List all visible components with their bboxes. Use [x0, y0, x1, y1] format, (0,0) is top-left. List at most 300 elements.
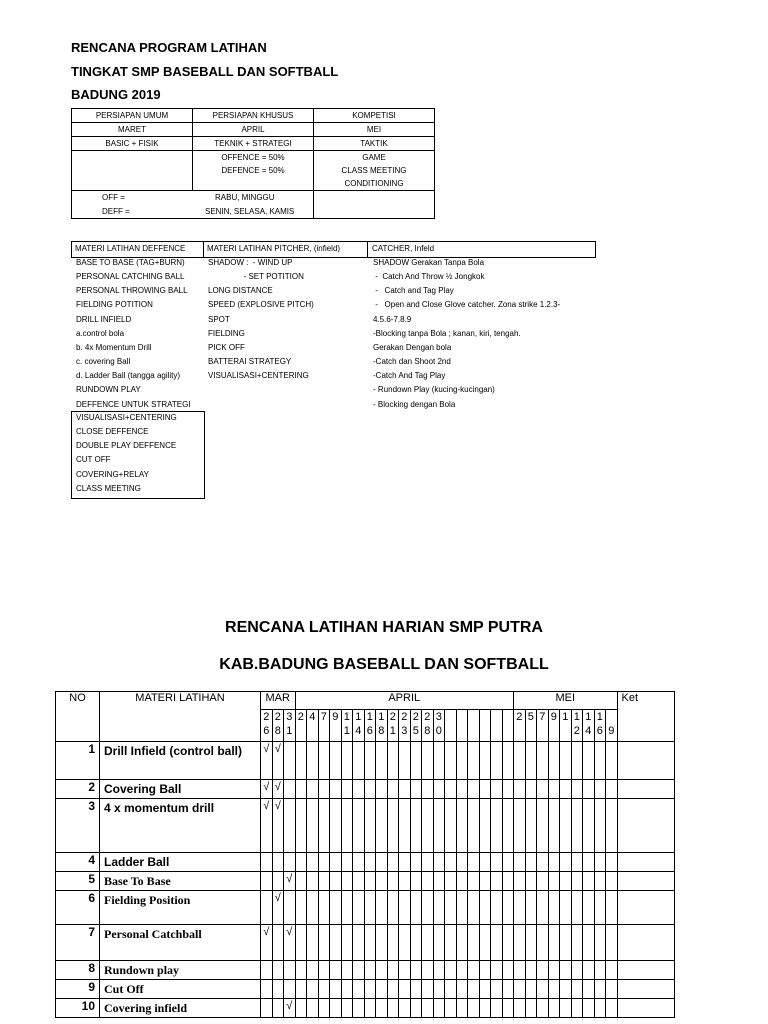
date-digit-top [457, 710, 468, 724]
row-date-cell [318, 999, 330, 1018]
row-date-cell [422, 853, 434, 872]
row-date-cell [537, 891, 549, 925]
row-date-cell [284, 925, 296, 961]
date-cell [261, 710, 273, 742]
row-date-cell [468, 980, 480, 999]
row-date-cell [491, 891, 503, 925]
row-date-cell [353, 872, 365, 891]
pitcher-item: FIELDING [208, 328, 245, 338]
row-number: 5 [56, 872, 100, 891]
doc-title-line3: BADUNG 2019 [71, 87, 161, 102]
row-date-cell [571, 961, 583, 980]
phase-col3-focus: TAKTIK [314, 137, 435, 151]
row-date-cell [410, 891, 422, 925]
row-date-cell [261, 925, 273, 961]
date-digit-top: 2 [297, 711, 304, 723]
pitcher-item: - SET POTITION [208, 272, 304, 282]
row-date-cell [502, 980, 514, 999]
row-date-cell [422, 742, 434, 780]
doc-title-line1: RENCANA PROGRAM LATIHAN [71, 40, 267, 55]
date-cell [433, 710, 445, 742]
phase-table [71, 108, 435, 219]
row-date-cell [468, 742, 480, 780]
date-digit-bottom: 3 [401, 725, 408, 737]
row-date-cell [537, 853, 549, 872]
defence-box-item: CLASS MEETING [76, 483, 141, 493]
row-date-cell [571, 980, 583, 999]
deff-label: DEFF = [102, 207, 130, 216]
defence-item: RUNDOWN PLAY [76, 385, 141, 395]
row-date-cell [307, 742, 319, 780]
row-date-cell [387, 872, 399, 891]
row-date-cell [491, 961, 503, 980]
check-mark: √ [274, 892, 281, 904]
row-date-cell [341, 999, 353, 1018]
date-digit-top: 1 [585, 711, 592, 723]
row-date-cell [261, 872, 273, 891]
row-date-cell [583, 799, 595, 853]
row-date-cell [445, 891, 457, 925]
row-date-cell [594, 742, 606, 780]
row-date-cell [399, 872, 411, 891]
date-cell [295, 710, 307, 742]
off-label: OFF = [102, 193, 125, 202]
table-row [56, 799, 675, 853]
row-date-cell [295, 925, 307, 961]
pitcher-item: VISUALISASI+CENTERING [208, 371, 309, 381]
row-ket [617, 891, 674, 925]
date-digit-top: 2 [424, 711, 431, 723]
row-date-cell [594, 961, 606, 980]
doc-title-line2: TINGKAT SMP BASEBALL DAN SOFTBALL [71, 64, 339, 79]
row-date-cell [272, 872, 284, 891]
row-date-cell [583, 780, 595, 799]
row-date-cell [341, 891, 353, 925]
row-ket [617, 980, 674, 999]
row-date-cell [307, 799, 319, 853]
row-date-cell [479, 925, 491, 961]
row-date-cell [548, 961, 560, 980]
row-date-cell [330, 872, 342, 891]
defence-item: BASE TO BASE (TAG+BURN) [76, 258, 185, 267]
date-digit-bottom: 4 [585, 725, 592, 737]
row-date-cell [410, 925, 422, 961]
pitcher-item: SPEED (EXPLOSIVE PITCH) [208, 300, 314, 310]
row-date-cell [525, 999, 537, 1018]
row-date-cell [583, 961, 595, 980]
date-digit-bottom [491, 724, 502, 738]
catcher-item: - Blocking dengan Bola [373, 399, 456, 409]
catcher-item: SHADOW Gerakan Tanpa Bola [373, 258, 485, 267]
row-number: 6 [56, 891, 100, 925]
row-date-cell [330, 799, 342, 853]
date-cell [479, 710, 491, 742]
row-date-cell [353, 780, 365, 799]
row-date-cell [376, 925, 388, 961]
daily-title: RENCANA LATIHAN HARIAN SMP PUTRA [225, 619, 543, 636]
col-header-ket: Ket [617, 692, 674, 742]
row-date-cell [583, 891, 595, 925]
row-date-cell [502, 872, 514, 891]
row-date-cell [606, 799, 618, 853]
row-date-cell [514, 742, 526, 780]
phase-col3-title: KOMPETISI [314, 109, 435, 123]
date-digit-bottom [537, 724, 548, 738]
row-date-cell [353, 980, 365, 999]
row-date-cell [422, 999, 434, 1018]
row-date-cell [514, 799, 526, 853]
row-ket [617, 780, 674, 799]
row-date-cell [364, 999, 376, 1018]
row-date-cell [525, 853, 537, 872]
date-digit-bottom: 8 [424, 725, 431, 737]
defence-item: DEFFENCE UNTUK STRATEGI [76, 399, 191, 409]
row-date-cell [399, 925, 411, 961]
row-date-cell [525, 925, 537, 961]
phase-col3-blank [314, 191, 435, 219]
pitcher-list [208, 256, 314, 383]
daily-subtitle: KAB.BADUNG BASEBALL DAN SOFTBALL [219, 656, 549, 673]
row-date-cell [491, 999, 503, 1018]
row-date-cell [353, 891, 365, 925]
row-date-cell [571, 891, 583, 925]
row-date-cell [353, 961, 365, 980]
phase-col2-defence: DEFENCE = 50% [193, 164, 314, 177]
row-date-cell [445, 780, 457, 799]
table-row [56, 742, 675, 780]
date-digit-bottom: 6 [596, 725, 603, 737]
row-date-cell [479, 961, 491, 980]
row-date-cell [479, 780, 491, 799]
date-cell [410, 710, 422, 742]
row-date-cell [399, 891, 411, 925]
row-date-cell [445, 925, 457, 961]
row-date-cell [422, 891, 434, 925]
row-date-cell [364, 925, 376, 961]
date-digit-top [480, 710, 491, 724]
date-digit-top: 2 [401, 711, 408, 723]
row-date-cell [514, 780, 526, 799]
row-date-cell [272, 925, 284, 961]
row-date-cell [606, 780, 618, 799]
row-date-cell [445, 799, 457, 853]
date-cell [272, 710, 284, 742]
row-date-cell [502, 780, 514, 799]
defence-box-item: CUT OFF [76, 455, 111, 465]
row-date-cell [456, 925, 468, 961]
table-row [56, 925, 675, 961]
date-digit-top: 2 [412, 711, 419, 723]
row-date-cell [514, 980, 526, 999]
date-digit-top [503, 710, 514, 724]
row-date-cell [364, 961, 376, 980]
row-date-cell [491, 742, 503, 780]
date-cell [399, 710, 411, 742]
row-date-cell [422, 980, 434, 999]
daily-plan-table [55, 691, 675, 1018]
row-date-cell [318, 780, 330, 799]
row-date-cell [560, 980, 572, 999]
row-date-cell [387, 891, 399, 925]
row-date-cell [583, 853, 595, 872]
check-mark: √ [286, 926, 293, 938]
row-date-cell [295, 780, 307, 799]
row-date-cell [353, 799, 365, 853]
row-date-cell [594, 872, 606, 891]
row-date-cell [433, 853, 445, 872]
row-date-cell [594, 891, 606, 925]
row-date-cell [606, 891, 618, 925]
row-date-cell [525, 891, 537, 925]
date-cell [330, 710, 342, 742]
date-cell [387, 710, 399, 742]
date-digit-bottom: 6 [366, 725, 373, 737]
row-date-cell [583, 925, 595, 961]
defence-item: DRILL INFIELD [76, 314, 132, 324]
deff-days: SENIN, SELASA, KAMIS [205, 207, 295, 216]
row-date-cell [272, 799, 284, 853]
row-date-cell [307, 980, 319, 999]
catcher-item: 4.5.6-7.8.9 [373, 314, 412, 324]
date-cell [525, 710, 537, 742]
row-date-cell [284, 742, 296, 780]
check-mark: √ [286, 873, 293, 885]
date-digit-bottom [514, 724, 525, 738]
defence-box-item: VISUALISASI+CENTERING [76, 413, 177, 422]
row-date-cell [295, 999, 307, 1018]
date-digit-bottom [503, 724, 514, 738]
date-digit-bottom: 1 [286, 725, 293, 737]
row-date-cell [387, 780, 399, 799]
row-date-cell [272, 742, 284, 780]
row-date-cell [307, 872, 319, 891]
row-date-cell [284, 999, 296, 1018]
row-date-cell [491, 853, 503, 872]
row-date-cell [433, 925, 445, 961]
defence-item: a.control bola [76, 328, 125, 338]
date-cell [341, 710, 353, 742]
row-ket [617, 999, 674, 1018]
row-date-cell [295, 872, 307, 891]
date-cell [594, 710, 606, 742]
row-date-cell [341, 872, 353, 891]
date-digit-bottom [296, 724, 307, 738]
defence-box-list [76, 411, 177, 496]
row-date-cell [261, 853, 273, 872]
row-date-cell [537, 925, 549, 961]
row-date-cell [284, 853, 296, 872]
row-date-cell [502, 891, 514, 925]
phase-col2-blank [193, 177, 314, 191]
phase-col1-empty [72, 151, 193, 191]
row-date-cell [560, 999, 572, 1018]
materi-divider-1 [203, 241, 204, 257]
row-date-cell [537, 742, 549, 780]
row-date-cell [525, 742, 537, 780]
date-digit-top: 9 [550, 711, 557, 723]
row-date-cell [410, 999, 422, 1018]
date-digit-bottom: 5 [412, 725, 419, 737]
row-date-cell [284, 980, 296, 999]
row-date-cell [479, 999, 491, 1018]
row-date-cell [318, 925, 330, 961]
pitcher-item: PICK OFF [208, 342, 245, 352]
row-date-cell [330, 780, 342, 799]
row-date-cell [399, 780, 411, 799]
row-date-cell [468, 799, 480, 853]
row-date-cell [353, 742, 365, 780]
row-date-cell [514, 925, 526, 961]
row-date-cell [479, 853, 491, 872]
row-date-cell [525, 799, 537, 853]
row-date-cell [491, 780, 503, 799]
date-digit-top: 3 [286, 711, 293, 723]
row-date-cell [399, 999, 411, 1018]
row-date-cell [364, 742, 376, 780]
row-date-cell [583, 980, 595, 999]
date-cell [456, 710, 468, 742]
row-date-cell [583, 872, 595, 891]
date-digit-top: 3 [435, 711, 442, 723]
row-date-cell [318, 891, 330, 925]
row-date-cell [571, 872, 583, 891]
row-date-cell [330, 853, 342, 872]
row-date-cell [571, 853, 583, 872]
row-ket [617, 872, 674, 891]
row-materi: Drill Infield (control ball) [100, 742, 261, 780]
row-date-cell [571, 780, 583, 799]
row-date-cell [583, 742, 595, 780]
date-digit-bottom: 8 [274, 725, 281, 737]
row-date-cell [560, 799, 572, 853]
row-date-cell [594, 853, 606, 872]
row-date-cell [318, 980, 330, 999]
row-ket [617, 961, 674, 980]
date-digit-bottom [330, 724, 341, 738]
row-date-cell [445, 961, 457, 980]
date-cell [491, 710, 503, 742]
date-digit-bottom [457, 724, 468, 738]
row-date-cell [560, 742, 572, 780]
row-date-cell [606, 872, 618, 891]
row-date-cell [525, 980, 537, 999]
row-date-cell [376, 999, 388, 1018]
row-date-cell [445, 742, 457, 780]
row-materi: 4 x momentum drill [100, 799, 261, 853]
row-date-cell [295, 742, 307, 780]
row-date-cell [307, 999, 319, 1018]
row-date-cell [307, 961, 319, 980]
row-date-cell [456, 780, 468, 799]
row-date-cell [341, 980, 353, 999]
row-date-cell [353, 853, 365, 872]
row-date-cell [571, 742, 583, 780]
row-date-cell [422, 780, 434, 799]
row-date-cell [410, 780, 422, 799]
row-ket [617, 925, 674, 961]
date-digit-top: 2 [389, 711, 396, 723]
row-date-cell [330, 999, 342, 1018]
date-digit-top [606, 710, 617, 724]
row-date-cell [387, 999, 399, 1018]
date-digit-bottom: 1 [343, 725, 350, 737]
row-date-cell [399, 961, 411, 980]
catcher-title: CATCHER, Infeld [372, 244, 435, 253]
row-date-cell [456, 799, 468, 853]
row-date-cell [456, 872, 468, 891]
row-date-cell [376, 872, 388, 891]
date-cell [571, 710, 583, 742]
row-date-cell [537, 999, 549, 1018]
defence-title: MATERI LATIHAN DEFFENCE [75, 244, 186, 253]
date-digit-bottom: 8 [378, 725, 385, 737]
row-date-cell [341, 780, 353, 799]
date-digit-bottom [526, 724, 537, 738]
row-materi: Personal Catchball [100, 925, 261, 961]
row-date-cell [422, 872, 434, 891]
date-cell [307, 710, 319, 742]
defence-item: PERSONAL CATCHING BALL [76, 272, 185, 282]
row-date-cell [284, 961, 296, 980]
phase-col3-game: GAME [314, 151, 435, 165]
row-date-cell [445, 980, 457, 999]
phase-col1-focus: BASIC + FISIK [72, 137, 193, 151]
row-date-cell [330, 925, 342, 961]
date-digit-bottom [445, 724, 456, 738]
row-date-cell [353, 925, 365, 961]
row-date-cell [548, 853, 560, 872]
date-digit-top: 7 [539, 711, 546, 723]
row-materi: Covering Ball [100, 780, 261, 799]
date-cell [537, 710, 549, 742]
date-digit-bottom [319, 724, 330, 738]
row-date-cell [537, 799, 549, 853]
row-date-cell [376, 853, 388, 872]
row-date-cell [410, 742, 422, 780]
check-mark: √ [263, 781, 270, 793]
row-date-cell [514, 961, 526, 980]
row-date-cell [330, 961, 342, 980]
row-date-cell [606, 742, 618, 780]
row-date-cell [261, 891, 273, 925]
row-date-cell [387, 980, 399, 999]
row-date-cell [410, 872, 422, 891]
catcher-item: Gerakan Dengan bola [373, 342, 452, 352]
row-date-cell [261, 980, 273, 999]
row-date-cell [284, 780, 296, 799]
col-header-mar: MAR [261, 692, 296, 710]
date-digit-bottom [560, 724, 571, 738]
col-header-april: APRIL [295, 692, 514, 710]
phase-col2-focus: TEKNIK + STRATEGI [193, 137, 314, 151]
pitcher-title: MATERI LATIHAN PITCHER, (infield) [207, 244, 341, 253]
phase-col3-class: CLASS MEETING [314, 164, 435, 177]
date-digit-top [468, 710, 479, 724]
row-date-cell [318, 872, 330, 891]
row-date-cell [341, 799, 353, 853]
defence-box-item: COVERING+RELAY [76, 469, 149, 479]
row-date-cell [479, 872, 491, 891]
row-date-cell [341, 853, 353, 872]
date-digit-top: 2 [263, 711, 270, 723]
check-mark: √ [274, 800, 281, 812]
phase-col3-month: MEI [314, 123, 435, 137]
row-date-cell [433, 799, 445, 853]
row-date-cell [594, 780, 606, 799]
date-digit-top: 5 [527, 711, 534, 723]
row-date-cell [456, 853, 468, 872]
row-date-cell [571, 799, 583, 853]
